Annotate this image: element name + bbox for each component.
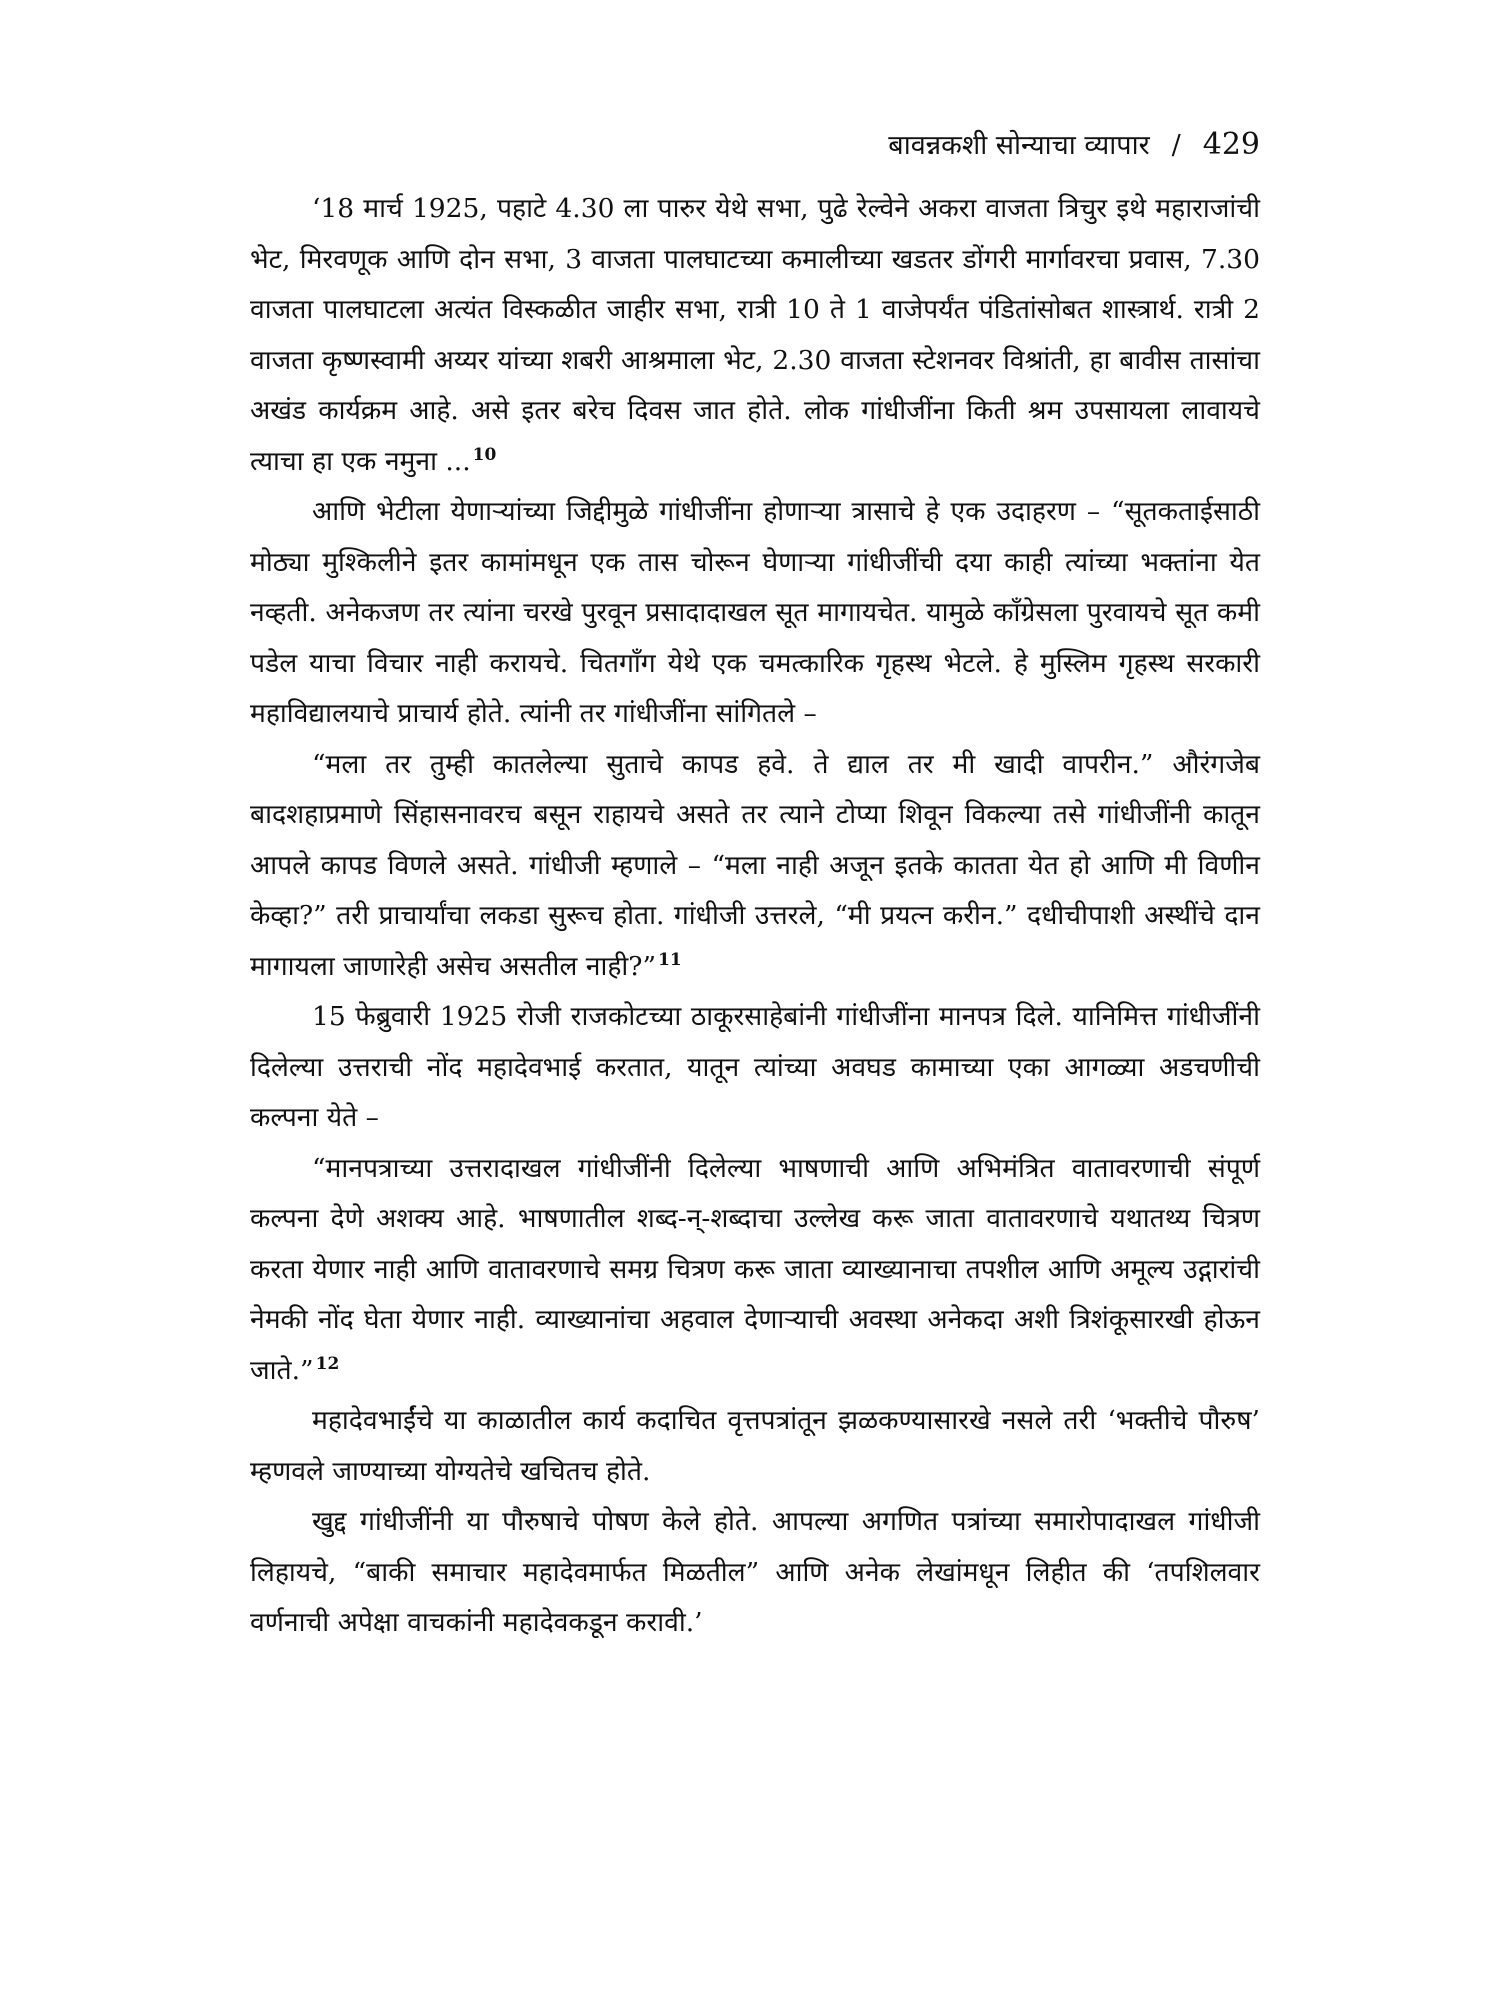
header-separator: / [1171, 130, 1181, 161]
paragraph-text: 15 फेब्रुवारी 1925 रोजी राजकोटच्या ठाकूरसाहेबांनी गांधीजींना मानपत्र दिले. यानिमित्त गांधीजींनी दिलेल्या उत्तराची नोंद महादेवभाई करतात, यातून त्यांच्या अवघड कामाच्या एका आगळ्या अडचणीची कल्पना येते – [250, 1001, 1260, 1133]
paragraph [250, 487, 1260, 740]
body-text [250, 184, 1260, 1649]
footnote-marker: 11 [658, 949, 682, 970]
paragraph [250, 1497, 1260, 1649]
chapter-title: बावन्नकशी सोन्याचा व्यापार [888, 130, 1150, 161]
paragraph-text: ‘18 मार्च 1925, पहाटे 4.30 ला पारुर येथे सभा, पुढे रेल्वेने अकरा वाजता त्रिचुर इथे महाराजांची भेट, मिरवणूक आणि दोन सभा, 3 वाजता पालघाटच्या कमालीच्या खडतर डोंगरी मार्गावरचा प्रवास, 7.30 वाजता पालघाटला अत्यंत विस्कळीत जाहीर सभा, रात्री 10 ते 1 वाजेपर्यंत पंडितांसोबत शास्त्रार्थ. रात्री 2 वाजता कृष्णस्वामी अय्यर यांच्या शबरी आश्रमाला भेट, 2.30 वाजता स्टेशनवर विश्रांती, हा बावीस तासांचा अखंड कार्यक्रम आहे. असे इतर बरेच दिवस जात होते. लोक गांधीजींना किती श्रम उपसायला लावायचे त्याचा हा एक नमुना ... [250, 193, 1260, 477]
paragraph-text: खुद्द गांधीजींनी या पौरुषाचे पोषण केले होते. आपल्या अगणित पत्रांच्या समारोपादाखल गांधीजी लिहायचे, “बाकी समाचार महादेवमार्फत मिळतील” आणि अनेक लेखांमधून लिहीत की ‘तपशिलवार वर्णनाची अपेक्षा वाचकांनी महादेवकडून करावी.’ [250, 1506, 1260, 1638]
paragraph [250, 184, 1260, 487]
page-number: 429 [1202, 127, 1260, 162]
paragraph-text: “मला तर तुम्ही कातलेल्या सुताचे कापड हवे. ते द्याल तर मी खादी वापरीन.” औरंगजेब बादशहाप्रमाणे सिंहासनावरच बसून राहायचे असते तर त्याने टोप्या शिवून विकल्या तसे गांधीजींनी कातून आपले कापड विणले असते. गांधीजी म्हणाले – “मला नाही अजून इतके कातता येत हो आणि मी विणीन केव्हा?” तरी प्राचार्यांचा लकडा सुरूच होता. गांधीजी उत्तरले, “मी प्रयत्न करीन.” दधीचीपाशी अस्थींचे दान मागायला जाणारेही असेच असतील नाही?” [250, 748, 1260, 982]
paragraph [250, 1144, 1260, 1397]
running-header [250, 125, 1260, 166]
paragraph [250, 1396, 1260, 1497]
paragraph [250, 740, 1260, 993]
book-page [250, 125, 1260, 1649]
paragraph [250, 992, 1260, 1144]
paragraph-text: महादेवभाईंचे या काळातील कार्य कदाचित वृत्तपत्रांतून झळकण्यासारखे नसले तरी ‘भक्तीचे पौरुष’ म्हणवले जाण्याच्या योग्यतेचे खचितच होते. [250, 1405, 1260, 1487]
paragraph-text: “मानपत्राच्या उत्तरादाखल गांधीजींनी दिलेल्या भाषणाची आणि अभिमंत्रित वातावरणाची संपूर्ण कल्पना देणे अशक्य आहे. भाषणातील शब्द-न्-शब्दाचा उल्लेख करू जाता वातावरणाचे यथातथ्य चित्रण करता येणार नाही आणि वातावरणाचे समग्र चित्रण करू जाता व्याख्यानाचा तपशील आणि अमूल्य उद्गारांची नेमकी नोंद घेता येणार नाही. व्याख्यानांचा अहवाल देणाऱ्याची अवस्था अनेकदा अशी त्रिशंकूसारखी होऊन जाते.” [250, 1152, 1260, 1386]
footnote-marker: 12 [315, 1353, 340, 1374]
footnote-marker: 10 [472, 444, 497, 465]
paragraph-text: आणि भेटीला येणाऱ्यांच्या जिद्दीमुळे गांधीजींना होणाऱ्या त्रासाचे हे एक उदाहरण – “सूतकताईसाठी मोठ्या मुश्किलीने इतर कामांमधून एक तास चोरून घेणाऱ्या गांधीजींची दया काही त्यांच्या भक्तांना येत नव्हती. अनेकजण तर त्यांना चरखे पुरवून प्रसादादाखल सूत मागायचेत. यामुळे काँग्रेसला पुरवायचे सूत कमी पडेल याचा विचार नाही करायचे. चितगाँग येथे एक चमत्कारिक गृहस्थ भेटले. हे मुस्लिम गृहस्थ सरकारी महाविद्यालयाचे प्राचार्य होते. त्यांनी तर गांधीजींना सांगितले – [250, 496, 1260, 729]
